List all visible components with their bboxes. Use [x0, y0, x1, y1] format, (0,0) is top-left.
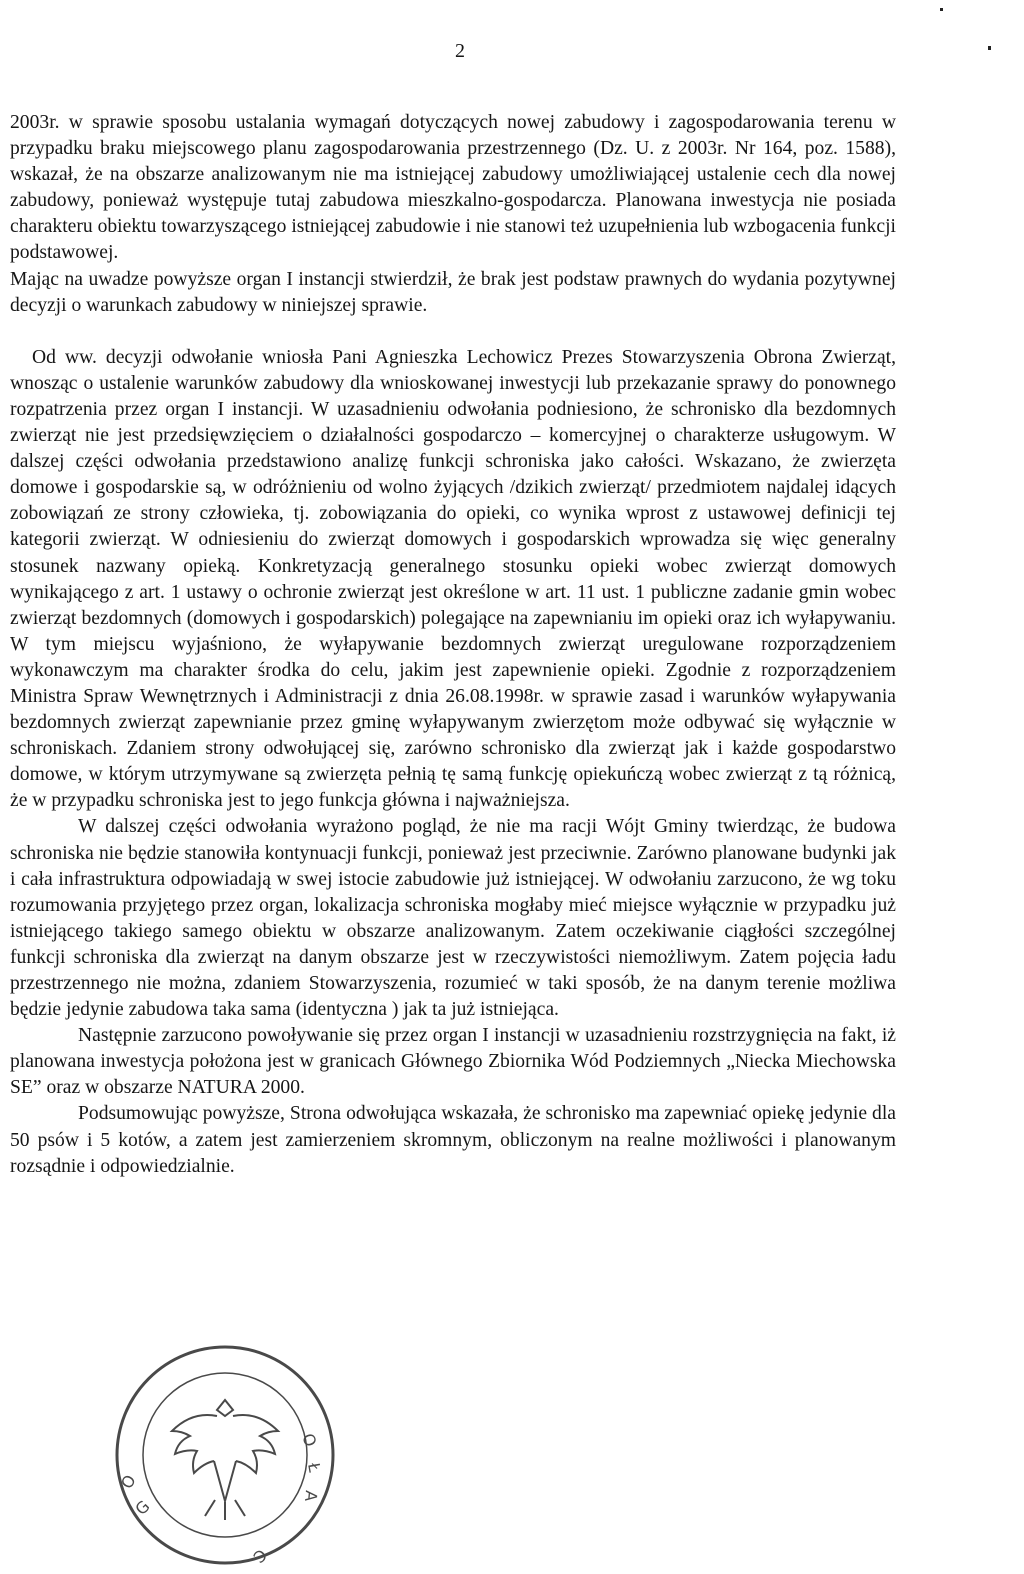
paragraph-summary: Podsumowując powyższe, Strona odwołująca wskazała, że schronisko ma zapewniać opiekę jedynie dla 50 psów i 5 kotów, a zatem jest zamierzeniem skromnym, obliczonym na realne możliwości i planowanym rozsądnie i odpowiedzialnie. [10, 1103, 896, 1177]
svg-text:C: C [249, 1545, 271, 1567]
document-body [10, 110, 896, 1180]
svg-text:O: O [298, 1430, 321, 1450]
svg-text:A: A [301, 1489, 321, 1503]
paragraph-appeal-continuation: W dalszej części odwołania wyrażono pogląd, że nie ma racji Wójt Gminy twierdząc, że budowa schroniska nie będzie stanowiła kontynuacji funkcji, ponieważ jest przeciwnie. Zarówno planowane budynki jak i cała infrastruktura odpowiadają w swej istocie zabudowie już istniejącej. W odwołaniu zarzucono, że wg toku rozumowania przyjętego przez organ, lokalizacja schroniska mogłaby mieć miejsce wyłącznie w przypadku już istniejącego takiego samego obiektu w obszarze analizowanym. Zatem oczekiwanie ciągłości szczególnej funkcji schroniska dla zwierząt na danym obszarze jest w rzeczywistości niemożliwym. Zatem pojęcia ładu przestrzennego nie można, zdaniem Stowarzyszenia, rozumieć w taki sposób, że na danym terenie możliwa będzie jedynie zabudowa taka sama (identyczna ) jak ta już istniejąca. [10, 816, 896, 1021]
paragraph-water-reservoir: Następnie zarzucono powoływanie się przez organ I instancji w uzasadnieniu rozstrzygnięcia na fakt, iż planowana inwestycja położona jest w granicach Głównego Zbiornika Wód Podziemnych „Niecka Miechowska SE” oraz w obszarze NATURA 2000. [10, 1025, 896, 1099]
paragraph-appeal: Od ww. decyzji odwołanie wniosła Pani Agnieszka Lechowicz Prezes Stowarzyszenia Obrona Zwierząt, wnosząc o ustalenie warunków zabudowy dla wnioskowanej inwestycji lub przekazanie sprawy do ponownego rozpatrzenia przez organ I instancji. W uzasadnieniu odwołania podniesiono, że schronisko dla bezdomnych zwierząt nie jest przedsięwzięciem o działalności gospodarczo – komercyjnej o charakterze usługowym. W dalszej części odwołania przedstawiono analizę funkcji schroniska jako całości. Wskazano, że zwierzęta domowe i gospodarskie są, w odróżnieniu od wolno żyjących /dzikich zwierząt/ przedmiotem najdalej idących zobowiązań ze strony człowieka, tj. zobowiązania do opieki, co wynika wprost z ustawowej definicji tej kategorii zwierząt. W odniesieniu do zwierząt domowych i gospodarskich wprowadza się więc generalny stosunek nazwany opieką. Konkretyzacją generalnego stosunku opieki wobec zwierząt domowych wynikającego z art. 1 ustawy o ochronie zwierząt jest określone w art. 11 ust. 1 publiczne zadanie gmin wobec zwierząt bezdomnych (domowych i gospodarskich) polegające na zapewnianiu im opieki oraz ich wyłapywaniu. W tym miejscu wyjaśniono, że wyłapywanie bezdomnych zwierząt uregulowane rozporządzeniem wykonawczym ma charakter środka do celu, jakim jest zapewnienie opieki. Zgodnie z rozporządzeniem Ministra Spraw Wewnętrznych i Administracji z dnia 26.08.1998r. w sprawie zasad i warunków wyłapywania bezdomnych zwierząt zapewnianie przez gminę wyłapywanym zwierzętom może odbywać się wyłącznie w schroniskach. Zdaniem strony odwołującej się, zarówno schronisko dla zwierząt jak i każde gospodarstwo domowe, w którym utrzymywane są zwierzęta pełnią tę samą funkcję opiekuńczą wobec zwierząt z tą różnicą, że w przypadku schroniska jest to jego funkcja główna i najważniejsza. [10, 346, 896, 812]
svg-text:G: G [131, 1496, 154, 1519]
eagle-emblem-icon [172, 1400, 278, 1520]
paragraph-decision-grounds: 2003r. w sprawie sposobu ustalania wymagań dotyczących nowej zabudowy i zagospodarowania terenu w przypadku braku miejscowego planu zagospodarowania przestrzennego (Dz. U. z 2003r. Nr 164, poz. 1588), wskazał, że na obszarze analizowanym nie ma istniejącej zabudowy umożliwiającej ustalenie cech dla nowej zabudowy, ponieważ występuje tutaj zabudowa mieszkalno-gospodarcza. Planowana inwestycja nie posiada charakteru obiektu towarzyszącego istniejącej zabudowie i nie stanowi też uzupełnienia lub wzbogacenia funkcji podstawowej. [10, 112, 896, 264]
paragraph-gap [10, 319, 896, 345]
svg-text:O: O [117, 1471, 140, 1492]
official-seal-stamp [110, 1340, 340, 1570]
scan-speck [940, 8, 943, 11]
paragraph-conclusion: Mając na uwadze powyższe organ I instancji stwierdził, że brak jest podstaw prawnych do wydania pozytywnej decyzji o warunkach zabudowy w niniejszej sprawie. [10, 268, 896, 316]
svg-text:Ł: Ł [304, 1461, 325, 1474]
page-number: 2 [455, 40, 465, 62]
scan-speck [988, 46, 991, 50]
